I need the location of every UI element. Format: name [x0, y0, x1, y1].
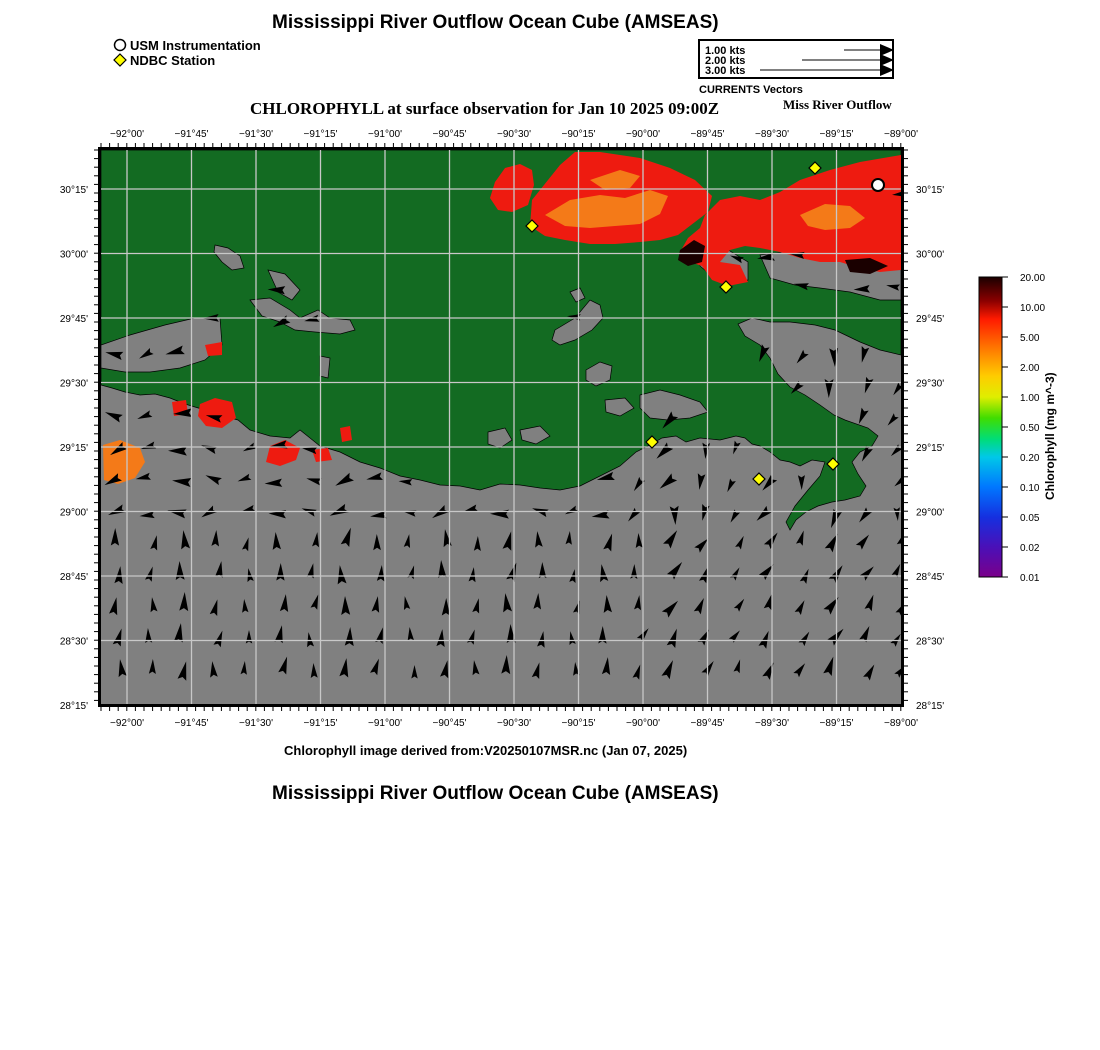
colorbar-tick-label: 0.50 — [1020, 423, 1040, 434]
colorbar-tick-label: 0.05 — [1020, 513, 1040, 524]
lat-tick-label-right: 29°45' — [916, 314, 945, 325]
colorbar-tick-label: 2.00 — [1020, 363, 1040, 374]
lat-tick-label-left: 29°00' — [59, 507, 88, 519]
colorbar-tick-label: 20.00 — [1020, 273, 1046, 284]
usm-station-marker[interactable] — [872, 179, 884, 191]
lat-tick-label-right: 29°00' — [916, 507, 945, 519]
vector-speed-2: 2.00 kts — [705, 55, 746, 67]
lon-tick-label-bottom: −90°00' — [626, 718, 660, 729]
region-label: Miss River Outflow — [783, 97, 892, 112]
lat-tick-label-left: 29°45' — [59, 314, 88, 325]
lat-tick-label-left: 29°30' — [59, 378, 88, 390]
footer-title: Mississippi River Outflow Ocean Cube (AMSEAS) — [272, 783, 719, 804]
source-caption: Chlorophyll image derived from:V20250107MSR.nc (Jan 07, 2025) — [284, 743, 688, 758]
colorbar-ramp — [979, 277, 1002, 577]
colorbar-tick-label: 0.01 — [1020, 573, 1040, 584]
lat-tick-label-right: 28°30' — [916, 636, 945, 648]
colorbar-label: Chlorophyll (mg m^-3) — [1043, 372, 1057, 500]
legend-usm-label: USM Instrumentation — [130, 38, 261, 53]
lon-tick-label-bottom: −92°00' — [110, 718, 144, 729]
legend-ndbc-label: NDBC Station — [130, 53, 216, 68]
page-title: Mississippi River Outflow Ocean Cube (AMSEAS) — [272, 12, 719, 33]
lat-tick-label-left: 28°45' — [59, 572, 88, 583]
lon-tick-label-bottom: −91°45' — [174, 718, 209, 729]
colorbar-tick-label: 10.00 — [1020, 303, 1046, 314]
lon-tick-label-bottom: −90°15' — [561, 718, 596, 729]
lon-tick-label-bottom: −91°30' — [239, 718, 273, 729]
colorbar-tick-label: 1.00 — [1020, 393, 1040, 404]
lon-tick-label-bottom: −89°30' — [755, 718, 789, 729]
colorbar-tick-label: 0.20 — [1020, 453, 1040, 464]
lat-tick-label-right: 29°15' — [916, 443, 945, 454]
lat-tick-label-right: 30°00' — [916, 249, 945, 261]
colorbar-tick-label: 0.10 — [1020, 483, 1040, 494]
lon-tick-label-top: −89°30' — [755, 129, 789, 140]
lon-tick-label-top: −91°00' — [368, 129, 402, 140]
lon-tick-label-bottom: −90°45' — [432, 718, 467, 729]
lon-tick-label-bottom: −91°15' — [303, 718, 338, 729]
lat-tick-label-left: 30°00' — [59, 249, 88, 261]
lat-tick-label-right: 30°15' — [916, 185, 945, 196]
lon-tick-label-bottom: −89°00' — [884, 718, 918, 729]
lon-tick-label-top: −89°15' — [819, 129, 854, 140]
colorbar-tick-label: 0.02 — [1020, 543, 1040, 554]
vector-caption: CURRENTS Vectors — [699, 84, 803, 96]
colorbar-tick-label: 5.00 — [1020, 333, 1040, 344]
lat-tick-label-left: 28°30' — [59, 636, 88, 648]
colorbar-ticks — [1002, 273, 1045, 584]
lat-tick-label-right: 28°15' — [916, 701, 945, 712]
lat-tick-label-right: 28°45' — [916, 572, 945, 583]
lon-tick-label-top: −91°45' — [174, 129, 209, 140]
lat-tick-label-left: 28°15' — [59, 701, 88, 712]
lon-tick-label-bottom: −90°30' — [497, 718, 531, 729]
lon-tick-label-bottom: −91°00' — [368, 718, 402, 729]
lon-tick-label-top: −90°30' — [497, 129, 531, 140]
lat-tick-label-right: 29°30' — [916, 378, 945, 390]
vector-speed-3: 3.00 kts — [705, 65, 746, 77]
lon-tick-label-top: −91°15' — [303, 129, 338, 140]
lon-tick-label-top: −90°15' — [561, 129, 596, 140]
colorbar — [979, 273, 1045, 584]
lon-tick-label-top: −91°30' — [239, 129, 273, 140]
lon-tick-label-bottom: −89°15' — [819, 718, 854, 729]
lon-tick-label-top: −89°00' — [884, 129, 918, 140]
lat-tick-label-left: 30°15' — [59, 185, 88, 196]
vector-speed-1: 1.00 kts — [705, 45, 746, 57]
lon-tick-label-top: −90°45' — [432, 129, 467, 140]
lon-tick-label-top: −89°45' — [690, 129, 725, 140]
lon-tick-label-bottom: −89°45' — [690, 718, 725, 729]
map-subtitle: CHLOROPHYLL at surface observation for Jan 10 2025 09:00Z — [250, 99, 720, 118]
lat-tick-label-left: 29°15' — [59, 443, 88, 454]
lon-tick-label-top: −90°00' — [626, 129, 660, 140]
lon-tick-label-top: −92°00' — [110, 129, 144, 140]
